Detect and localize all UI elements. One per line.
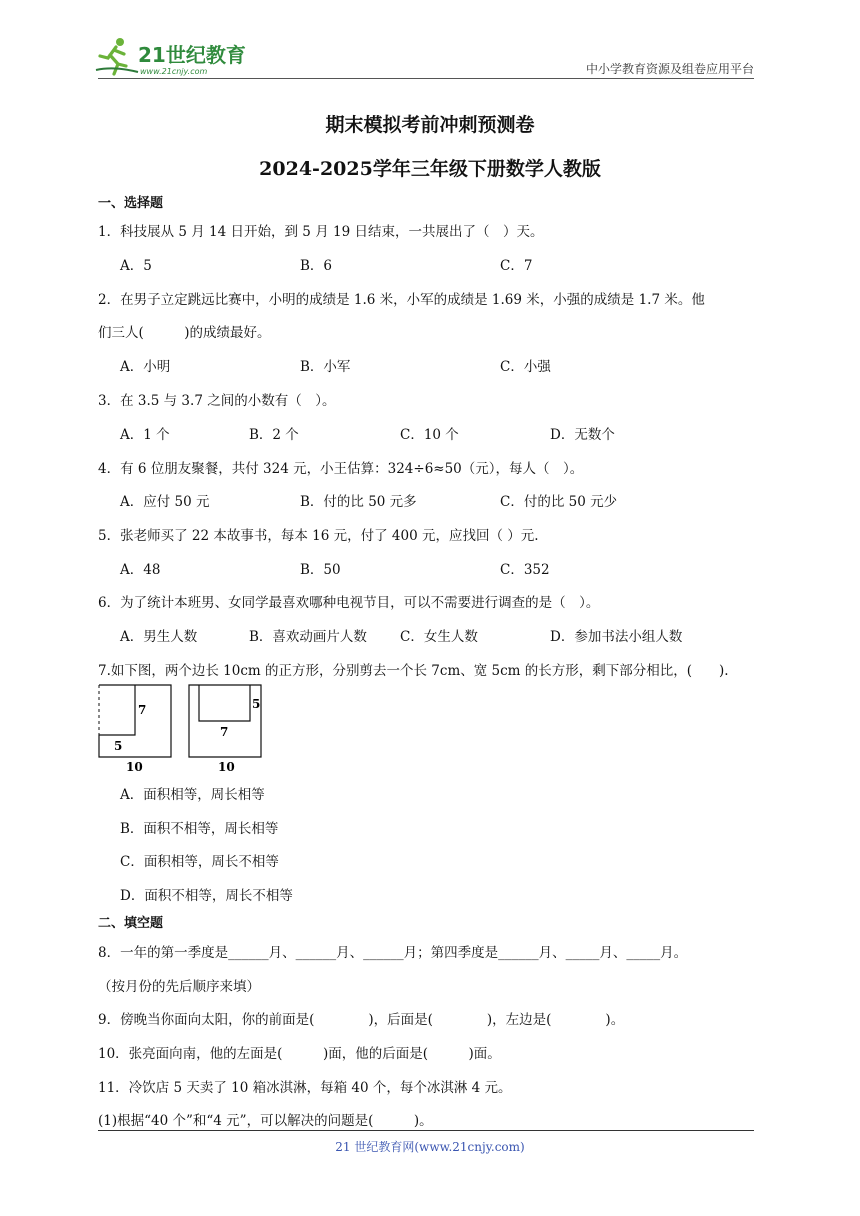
q5-option-c: C．352 [500,562,550,578]
site-logo [94,36,264,80]
exam-subtitle: 2024-2025学年三年级下册数学人教版 [259,158,601,180]
left-label-5: 5 [114,739,123,753]
q7-option-a: A．面积相等，周长相等 [120,787,265,803]
question-1: 1．科技展从 5 月 14 日开始，到 5 月 19 日结束，一共展出了（ ）天。 [98,224,544,240]
q5-option-a: A．48 [120,562,161,578]
section-heading-choice: 一、选择题 [98,196,164,211]
question-2-line-2: 们三人( )的成绩最好。 [98,325,271,341]
platform-name: 中小学教育资源及组卷应用平台 [585,62,754,76]
exam-title: 期末模拟考前冲刺预测卷 [325,114,535,136]
q1-option-c: C．7 [500,258,533,274]
right-label-5: 5 [252,697,261,711]
question-11: 11．冷饮店 5 天卖了 10 箱冰淇淋，每箱 40 个，每个冰淇淋 4 元。 [98,1080,512,1096]
question-2-line-1: 2．在男子立定跳远比赛中，小明的成绩是 1.6 米，小军的成绩是 1.69 米，小强的成绩是 1.7 米。他 [98,292,705,308]
q4-option-c: C．付的比 50 元少 [500,494,618,510]
q5-option-b: B．50 [300,562,341,578]
q6-option-b: B．喜欢动画片人数 [249,629,367,645]
q3-option-c: C．10 个 [400,427,459,443]
q3-option-b: B．2 个 [249,427,299,443]
q2-option-c: C．小强 [500,359,551,375]
question-8-line-1: 8．一年的第一季度是______月、______月、______月；第四季度是______月、_____月、_____月。 [98,945,688,961]
runner-icon [96,38,138,74]
q7-option-c: C．面积相等，周长不相等 [120,854,279,870]
question-3: 3．在 3.5 与 3.7 之间的小数有（ ）。 [98,393,336,409]
q7-option-b: B．面积不相等，周长相等 [120,821,279,837]
footer-link[interactable]: 21 世纪教育网(www.21cnjy.com) [335,1140,525,1154]
q7-option-d: D．面积不相等，周长不相等 [120,888,293,904]
q1-option-a: A．5 [120,258,152,274]
question-10: 10．张亮面向南，他的左面是( )面，他的后面是( )面。 [98,1046,501,1062]
question-5: 5．张老师买了 22 本故事书，每本 16 元，付了 400 元，应找回（ ）元. [98,528,539,544]
q2-option-b: B．小军 [300,359,351,375]
logo-url: www.21cnjy.com [140,67,208,76]
q3-option-a: A．1 个 [120,427,170,443]
q7-figure [98,684,268,776]
section-heading-fill: 二、填空题 [98,916,164,931]
q6-option-a: A．男生人数 [120,629,198,645]
footer-divider [98,1130,754,1131]
header-divider [98,78,754,79]
q2-option-a: A．小明 [120,359,171,375]
q4-option-a: A．应付 50 元 [120,494,210,510]
q6-option-d: D．参加书法小组人数 [550,629,683,645]
q4-option-b: B．付的比 50 元多 [300,494,417,510]
right-shape [189,685,261,757]
right-label-7: 7 [220,725,229,739]
logo-text: 21世纪教育 [138,43,246,67]
q1-option-b: B．6 [300,258,333,274]
question-7: 7.如下图，两个边长 10cm 的正方形，分别剪去一个长 7cm、宽 5cm 的长方形，剩下部分相比，( ). [98,663,729,679]
question-8-line-2: （按月份的先后顺序来填） [98,979,260,995]
q6-option-c: C．女生人数 [400,629,478,645]
left-label-7: 7 [138,703,147,717]
question-9: 9．傍晚当你面向太阳，你的前面是( )，后面是( )，左边是( )。 [98,1012,625,1028]
question-4: 4．有 6 位朋友聚餐，共付 324 元，小王估算：324÷6≈50（元），每人（ ）。 [98,461,584,477]
question-6: 6．为了统计本班男、女同学最喜欢哪种电视节目，可以不需要进行调查的是（ ）。 [98,595,600,611]
left-shape [99,685,171,757]
question-11-sub-1: (1)根据“40 个”和“4 元”，可以解决的问题是( )。 [98,1113,433,1129]
q3-option-d: D．无数个 [550,427,615,443]
left-label-10: 10 [126,760,143,774]
right-label-10: 10 [218,760,235,774]
